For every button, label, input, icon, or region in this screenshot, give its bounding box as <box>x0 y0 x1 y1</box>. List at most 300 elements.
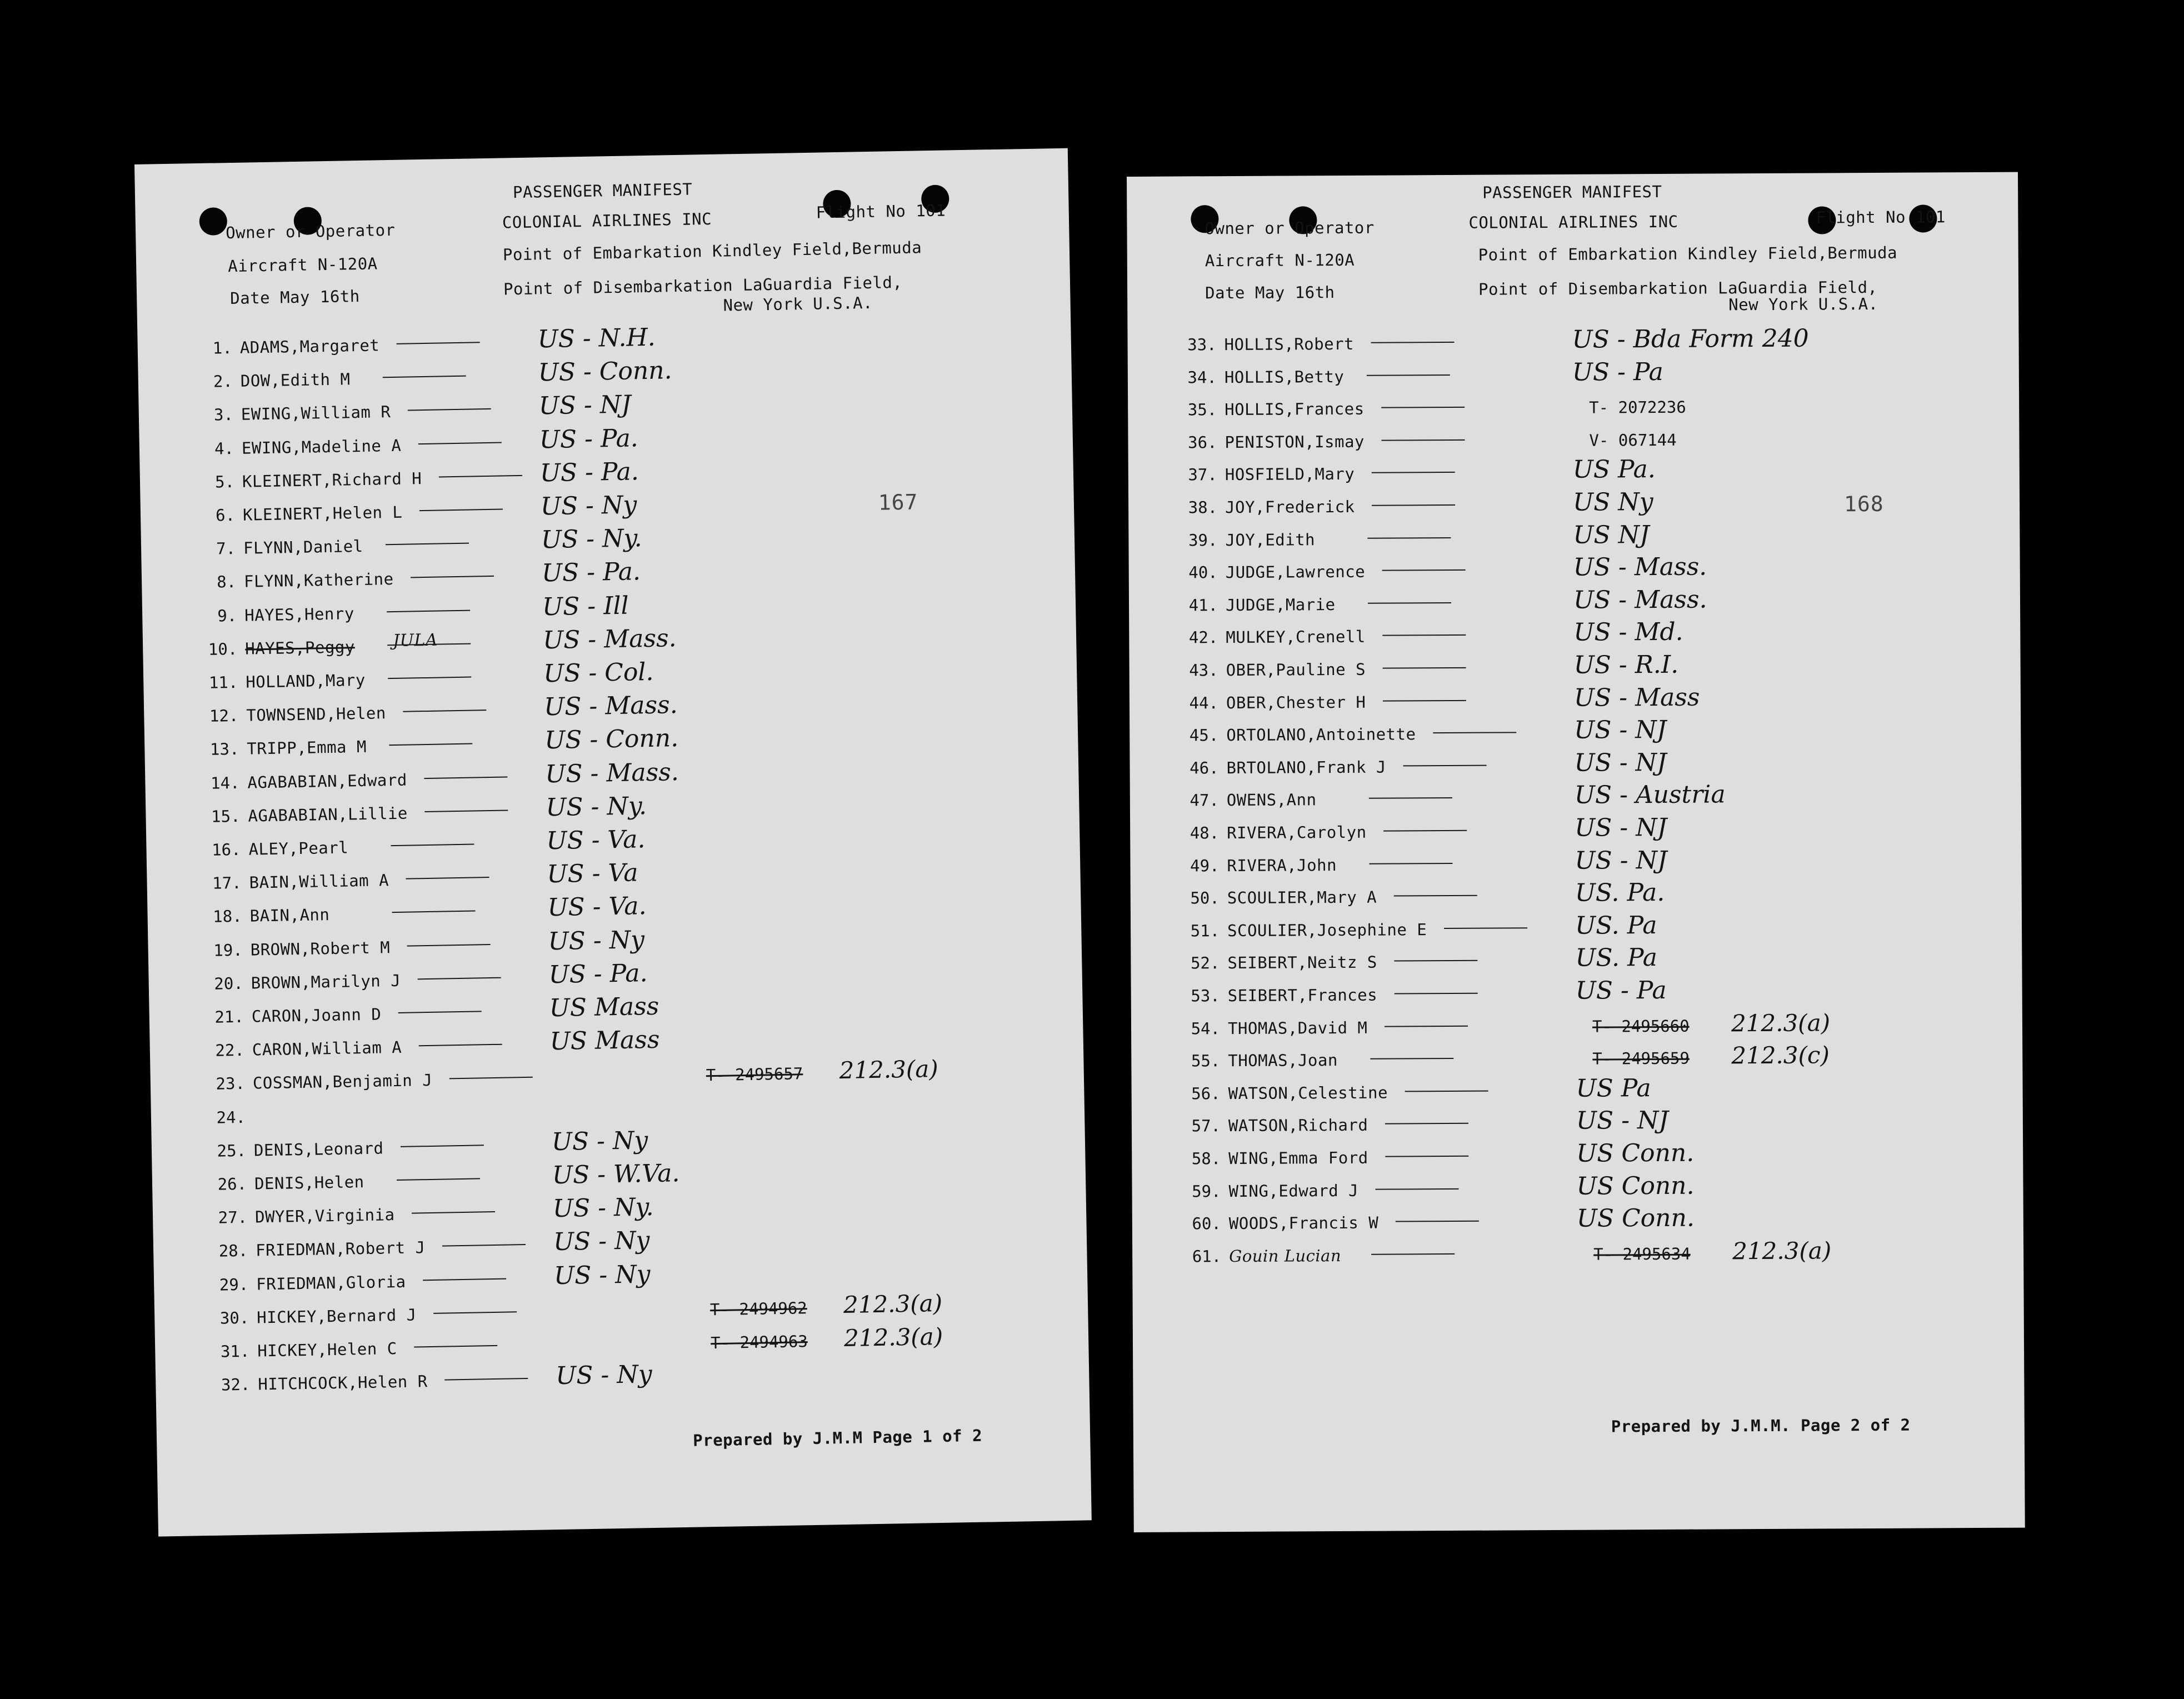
passenger-name: BROWN,Marilyn J <box>251 971 401 993</box>
destination: US - Ny <box>553 1260 651 1290</box>
passenger-number: 48. <box>1190 823 1220 843</box>
passenger-number: 58. <box>1191 1149 1221 1168</box>
passenger-number: 40. <box>1188 563 1218 582</box>
destination: US. Pa. <box>1575 878 1665 907</box>
leader-line <box>1381 439 1465 441</box>
passenger-number: 50. <box>1190 888 1220 908</box>
passenger-name: FRIEDMAN,Robert J <box>255 1238 426 1260</box>
passenger-row <box>1171 1138 2004 1176</box>
passenger-name: HAYES,Henry <box>244 603 355 625</box>
passenger-row <box>1170 1010 2003 1046</box>
passenger-row <box>1170 945 2003 981</box>
passenger-row <box>1166 324 2000 362</box>
leader-line <box>433 1311 517 1314</box>
leader-line <box>1370 1058 1453 1060</box>
leader-line <box>1394 960 1477 962</box>
destination: US - Ny <box>551 1126 648 1156</box>
passenger-number: 41. <box>1188 595 1218 615</box>
passenger-number: 47. <box>1190 791 1219 810</box>
passenger-row <box>1171 1203 2005 1241</box>
passenger-number: 1. <box>212 338 233 358</box>
passenger-number: 43. <box>1189 661 1218 680</box>
manifest-title: PASSENGER MANIFEST <box>512 179 693 202</box>
passenger-number: 44. <box>1189 693 1219 713</box>
leader-line <box>444 1378 528 1381</box>
passenger-number: 34. <box>1187 367 1217 387</box>
destination: US - Pa <box>1575 976 1667 1005</box>
destination: US - Ny. <box>552 1193 654 1223</box>
passenger-name: ALEY,Pearl <box>248 838 349 859</box>
leader-line <box>406 877 489 880</box>
passenger-row <box>1171 1073 2004 1111</box>
aircraft: Aircraft N-120A <box>1205 250 1355 271</box>
leader-line <box>1395 993 1478 995</box>
destination: US - Ny <box>555 1360 653 1391</box>
leader-line <box>419 1044 502 1047</box>
page-stamp-number: 168 <box>1843 491 1884 517</box>
passenger-number: 53. <box>1191 986 1220 1006</box>
leader-line <box>397 342 480 344</box>
passenger-name: SCOULIER,Josephine E <box>1227 920 1427 940</box>
passenger-name: TOWNSEND,Helen <box>246 703 387 725</box>
destination: US - NJ <box>538 390 632 421</box>
passenger-name: JUDGE,Marie <box>1225 594 1336 614</box>
destination: US - Conn. <box>538 356 672 387</box>
passenger-name: DENIS,Helen <box>254 1172 364 1193</box>
leader-line <box>424 809 508 812</box>
operator-name: COLONIAL AIRLINES INC <box>502 209 712 232</box>
passenger-number: 61. <box>1192 1246 1222 1266</box>
destination: US - Pa. <box>541 557 641 588</box>
passenger-row <box>1168 652 2002 688</box>
passenger-row <box>1168 717 2002 753</box>
passenger-name: BRTOLANO,Frank J <box>1226 757 1387 777</box>
destination: US - Va. <box>546 825 646 856</box>
passenger-row <box>1168 619 2001 655</box>
leader-line <box>411 576 494 578</box>
section-note: 212.3(a) <box>839 1055 939 1085</box>
passenger-number: 39. <box>1188 530 1218 550</box>
passenger-name: WOODS,Francis W <box>1228 1213 1379 1233</box>
manifest-title: PASSENGER MANIFEST <box>1482 182 1662 202</box>
leader-line <box>1367 374 1450 376</box>
leader-line <box>1385 1123 1468 1125</box>
ticket-number: T- 2494962 <box>709 1298 808 1320</box>
passenger-name: FRIEDMAN,Gloria <box>256 1272 406 1294</box>
destination: US - Mass. <box>1573 552 1707 582</box>
passenger-number: 32. <box>221 1375 251 1395</box>
manifest-page-1 <box>134 148 1092 1537</box>
passenger-name: HOLLIS,Robert <box>1224 334 1355 354</box>
passenger-number: 30. <box>219 1308 249 1328</box>
leader-line <box>1382 634 1466 636</box>
passenger-number: 5. <box>214 472 235 492</box>
passenger-number: 59. <box>1192 1181 1221 1201</box>
destination: US - Pa. <box>539 457 639 488</box>
passenger-row <box>1170 1043 2003 1078</box>
passenger-number: 2. <box>213 372 233 391</box>
passenger-number: 23. <box>216 1074 246 1094</box>
passenger-number: 57. <box>1191 1116 1221 1136</box>
passenger-name: WING,Emma Ford <box>1228 1148 1368 1168</box>
name-correction: JULA <box>392 630 438 651</box>
passenger-name: MULKEY,Crenell <box>1226 627 1366 647</box>
passenger-number: 13. <box>209 739 239 759</box>
passenger-number: 51. <box>1190 921 1220 941</box>
passenger-name: JUDGE,Lawrence <box>1225 562 1366 582</box>
destination: US - NJ <box>1574 716 1667 744</box>
passenger-name: WATSON,Celestine <box>1228 1083 1388 1103</box>
passenger-row <box>1167 392 2000 427</box>
flight-date: Date May 16th <box>1205 283 1335 303</box>
page-stamp-number: 167 <box>878 489 918 515</box>
destination: US - NJ <box>1574 748 1667 777</box>
passenger-row <box>1169 847 2002 883</box>
passenger-number: 37. <box>1188 465 1217 484</box>
destination: US - W.Va. <box>552 1159 680 1190</box>
passenger-number: 55. <box>1191 1051 1221 1071</box>
passenger-name: AGABABIAN,Edward <box>247 770 408 792</box>
passenger-number: 31. <box>220 1341 250 1361</box>
passenger-row <box>1167 522 2001 557</box>
passenger-number: 24. <box>216 1107 246 1127</box>
destination: US - NJ <box>1575 813 1667 842</box>
leader-line <box>1369 797 1452 799</box>
passenger-number: 60. <box>1192 1214 1221 1233</box>
owner-label: Owner or Operator <box>1205 218 1375 238</box>
passenger-row <box>1171 1108 2004 1143</box>
passenger-row <box>1170 913 2003 948</box>
destination: US Mass <box>549 1025 660 1056</box>
passenger-number: 35. <box>1187 400 1217 419</box>
passenger-name: HOSFIELD,Mary <box>1225 464 1355 484</box>
leader-line <box>1385 1025 1468 1027</box>
passenger-number: 49. <box>1190 856 1220 876</box>
passenger-number: 38. <box>1188 498 1218 517</box>
ticket-number: T- 2072236 <box>1589 397 1686 417</box>
leader-line <box>1371 342 1455 343</box>
leader-line <box>1444 927 1527 929</box>
destination: US - Va <box>546 858 638 889</box>
leader-line <box>1405 1090 1488 1092</box>
destination: US - N.H. <box>537 323 656 354</box>
passenger-name: KLEINERT,Helen L <box>242 502 403 524</box>
destination: US - Mass. <box>544 757 679 788</box>
passenger-name: THOMAS,David M <box>1227 1018 1368 1038</box>
embarkation: Point of Embarkation Kindley Field,Bermuda <box>502 238 922 264</box>
leader-line <box>401 1145 484 1147</box>
passenger-name: RIVERA,John <box>1227 855 1337 875</box>
ticket-number: T- 2495634 <box>1593 1244 1691 1264</box>
destination: US Conn. <box>1576 1171 1695 1201</box>
leader-line <box>1383 830 1467 832</box>
passenger-name: HICKEY,Helen C <box>257 1339 397 1361</box>
passenger-row <box>1171 1238 2005 1274</box>
flight-date: Date May 16th <box>229 286 360 308</box>
passenger-number: 16. <box>211 839 241 860</box>
passenger-row <box>1167 424 2000 460</box>
passenger-name: DENIS,Leonard <box>253 1138 384 1160</box>
leader-line <box>386 543 469 546</box>
leader-line <box>1394 895 1477 897</box>
passenger-name: DOW,Edith M <box>240 369 351 391</box>
passenger-row <box>1170 978 2003 1013</box>
passenger-name: OBER,Pauline S <box>1226 659 1366 680</box>
passenger-name: EWING,William R <box>241 402 391 424</box>
leader-line <box>1403 764 1487 766</box>
passenger-name: HICKEY,Bernard J <box>256 1305 417 1327</box>
passenger-name: CARON,William A <box>252 1038 402 1060</box>
passenger-number: 36. <box>1188 432 1217 452</box>
passenger-name: HOLLAND,Mary <box>245 670 366 692</box>
destination: US. Pa <box>1575 943 1658 973</box>
passenger-name: HOLLIS,Frances <box>1225 399 1365 419</box>
ticket-number: T- 2495659 <box>1592 1048 1690 1068</box>
passenger-number: 27. <box>218 1207 248 1227</box>
section-note: 212.3(a) <box>1732 1237 1832 1265</box>
leader-line <box>1371 1253 1455 1255</box>
destination: US. Pa <box>1575 911 1657 940</box>
passenger-number: 11. <box>208 672 238 692</box>
passenger-number: 25. <box>217 1141 247 1161</box>
leader-line <box>407 944 491 947</box>
flight-number: Flight No 101 <box>816 201 946 222</box>
destination: US Mass <box>549 992 659 1023</box>
destination: US Pa. <box>1572 455 1656 484</box>
section-note: 212.3(c) <box>1731 1041 1830 1070</box>
passenger-row <box>1169 782 2002 818</box>
passenger-row <box>1171 1173 2004 1208</box>
passenger-number: 26. <box>217 1174 247 1194</box>
destination: US - Ny <box>553 1226 650 1257</box>
passenger-number: 45. <box>1189 726 1219 745</box>
passenger-row <box>1168 750 2002 786</box>
leader-line <box>397 1178 480 1181</box>
passenger-number: 29. <box>219 1275 249 1295</box>
passenger-name: AGABABIAN,Lillie <box>248 803 408 826</box>
passenger-number: 52. <box>1190 953 1220 973</box>
passenger-name: DWYER,Virginia <box>254 1205 395 1227</box>
passenger-number: 12. <box>209 706 239 726</box>
destination: US - Ny. <box>545 791 647 822</box>
destination: US NJ <box>1573 520 1650 549</box>
destination: US - Ny. <box>541 524 642 554</box>
passenger-number: 7. <box>216 539 236 558</box>
passenger-number: 3. <box>213 405 234 424</box>
passenger-number: 19. <box>213 940 243 960</box>
destination: US - Mass. <box>1573 585 1707 614</box>
passenger-name: WATSON,Richard <box>1228 1116 1368 1136</box>
destination: US - Ny <box>548 925 645 956</box>
passenger-number: 22. <box>215 1040 245 1060</box>
embarkation: Point of Embarkation Kindley Field,Bermuda <box>1478 243 1898 264</box>
leader-line <box>403 709 486 712</box>
passenger-number: 9. <box>217 606 237 626</box>
leader-line <box>418 977 501 980</box>
passenger-name: EWING,Madeline A <box>241 436 402 458</box>
destination: US Ny <box>1572 488 1653 517</box>
passenger-number: 15. <box>211 806 241 826</box>
page-footer: Prepared by J.M.M Page 1 of 2 <box>692 1426 983 1450</box>
destination: US - Bda Form 240 <box>1572 324 1809 354</box>
passenger-name: OBER,Chester H <box>1226 692 1366 712</box>
destination: US - Mass. <box>543 691 678 722</box>
leader-line <box>408 408 491 411</box>
passenger-name: ADAMS,Margaret <box>239 336 380 357</box>
passenger-name: COSSMAN,Benjamin J <box>252 1071 433 1093</box>
leader-line <box>389 743 472 746</box>
leader-line <box>383 376 466 378</box>
passenger-name: FLYNN,Daniel <box>243 537 363 558</box>
leader-line <box>1383 667 1466 669</box>
section-note: 212.3(a) <box>1731 1008 1831 1037</box>
destination: US - Pa. <box>539 423 639 454</box>
passenger-name: BAIN,Ann <box>249 905 330 926</box>
owner-label: Owner or Operator <box>225 220 396 243</box>
manifest-page-2 <box>1127 172 2025 1532</box>
passenger-number: 28. <box>218 1241 248 1261</box>
destination: US - Va. <box>547 892 647 922</box>
leader-line <box>1433 732 1516 734</box>
leader-line <box>1372 504 1455 506</box>
section-note: 212.3(a) <box>843 1289 943 1318</box>
leader-line <box>414 1345 497 1348</box>
leader-line <box>1376 1188 1459 1190</box>
passenger-number: 6. <box>215 505 236 525</box>
destination: US - Mass <box>1573 683 1700 712</box>
passenger-number: 54. <box>1191 1018 1221 1038</box>
passenger-number: 46. <box>1190 758 1219 778</box>
passenger-name: Gouin Lucian <box>1229 1246 1342 1266</box>
ticket-number: T- 2495657 <box>706 1064 803 1085</box>
passenger-number: 56. <box>1191 1083 1221 1103</box>
destination: US - Mass. <box>542 623 677 655</box>
passenger-row <box>1168 684 2002 720</box>
passenger-name: HOLLIS,Betty <box>1224 367 1345 387</box>
passenger-name: HAYES,Peggy <box>244 637 356 658</box>
passenger-row <box>1170 880 2003 916</box>
passenger-number: 4. <box>214 438 234 458</box>
leader-line <box>1368 602 1451 604</box>
passenger-name: SCOULIER,Mary A <box>1227 887 1377 908</box>
leader-line <box>1369 863 1452 865</box>
passenger-row <box>1168 587 2001 623</box>
destination: US - Md. <box>1573 618 1683 647</box>
leader-line <box>1385 1156 1468 1157</box>
destination: US Conn. <box>1576 1138 1695 1168</box>
leader-line <box>1372 472 1455 473</box>
passenger-row <box>1169 815 2002 851</box>
leader-line <box>398 1011 482 1013</box>
leader-line <box>423 1278 506 1281</box>
leader-line <box>392 911 476 913</box>
destination: US - Austria <box>1574 780 1726 810</box>
leader-line <box>419 509 503 512</box>
leader-line <box>387 609 470 612</box>
leader-line <box>424 776 507 779</box>
passenger-row <box>1167 457 2001 492</box>
ticket-number: V- 067144 <box>1589 430 1677 450</box>
flight-number: Flight No 101 <box>1816 207 1946 227</box>
destination: US - NJ <box>1576 1106 1669 1136</box>
passenger-name: WING,Edward J <box>1228 1181 1359 1201</box>
operator-name: COLONIAL AIRLINES INC <box>1468 212 1678 232</box>
passenger-number: 42. <box>1188 628 1218 647</box>
passenger-name: THOMAS,Joan <box>1228 1051 1338 1071</box>
leader-line <box>412 1211 495 1214</box>
destination: US - Ny <box>540 491 637 521</box>
destination: US - Pa. <box>548 958 648 990</box>
leader-line <box>1382 569 1466 571</box>
passenger-name: KLEINERT,Richard H <box>242 468 422 491</box>
disembarkation-line-2: New York U.S.A. <box>1728 294 1878 314</box>
passenger-row <box>1167 489 2001 525</box>
passenger-name: PENISTON,Ismay <box>1225 432 1365 452</box>
passenger-number: 21. <box>214 1007 244 1027</box>
leader-line <box>1396 1221 1479 1222</box>
passenger-row <box>1168 554 2001 590</box>
disembarkation-line-1: Point of Disembarkation LaGuardia Field, <box>503 272 903 299</box>
page-footer: Prepared by J.M.M. Page 2 of 2 <box>1611 1415 1911 1436</box>
destination: US Conn. <box>1576 1203 1695 1233</box>
passenger-number: 18. <box>212 907 242 927</box>
passenger-name: JOY,Edith <box>1225 529 1316 549</box>
passenger-name: SEIBERT,Neitz S <box>1227 953 1377 973</box>
passenger-number: 14. <box>210 773 240 793</box>
leader-line <box>442 1244 526 1247</box>
passenger-name: TRIPP,Emma M <box>247 737 367 759</box>
destination: US - R.I. <box>1573 650 1679 679</box>
passenger-name: HITCHCOCK,Helen R <box>258 1372 428 1394</box>
passenger-number: 20. <box>214 973 244 993</box>
passenger-name: SEIBERT,Frances <box>1227 985 1378 1006</box>
destination: US - NJ <box>1575 846 1667 875</box>
passenger-name: FLYNN,Katherine <box>243 569 394 592</box>
destination: US - Col. <box>543 657 654 688</box>
destination: US - Conn. <box>544 724 679 755</box>
passenger-number: 33. <box>1187 335 1217 354</box>
leader-line <box>391 844 474 847</box>
passenger-row <box>1167 359 2000 394</box>
passenger-name: RIVERA,Carolyn <box>1227 822 1367 843</box>
leader-line <box>1383 699 1466 701</box>
ticket-number: T- 2495660 <box>1592 1016 1690 1036</box>
disembarkation-line-2: New York U.S.A. <box>723 293 873 315</box>
ticket-number: T- 2494963 <box>710 1332 808 1353</box>
section-note: 212.3(a) <box>843 1322 943 1352</box>
destination: US Pa <box>1576 1073 1651 1103</box>
leader-line <box>388 677 471 679</box>
leader-line <box>449 1077 533 1080</box>
passenger-name: BROWN,Robert M <box>250 937 391 960</box>
passenger-name: CARON,Joann D <box>251 1005 382 1026</box>
destination: US - Ill <box>542 591 629 621</box>
disembarkation-line-1: Point of Disembarkation LaGuardia Field, <box>1478 277 1878 299</box>
aircraft: Aircraft N-120A <box>227 254 378 276</box>
passenger-name: BAIN,William A <box>249 871 389 892</box>
leader-line <box>1381 407 1465 408</box>
passenger-number: 10. <box>208 639 238 659</box>
passenger-number: 8. <box>216 572 237 592</box>
passenger-name: ORTOLANO,Antoinette <box>1226 724 1416 745</box>
destination: US - Pa <box>1572 357 1663 387</box>
leader-line <box>418 442 502 444</box>
passenger-name: OWENS,Ann <box>1226 790 1317 810</box>
punch-hole-1 <box>199 207 227 236</box>
passenger-number: 17. <box>212 873 242 893</box>
passenger-name: JOY,Frederick <box>1225 497 1355 517</box>
leader-line <box>439 475 522 478</box>
